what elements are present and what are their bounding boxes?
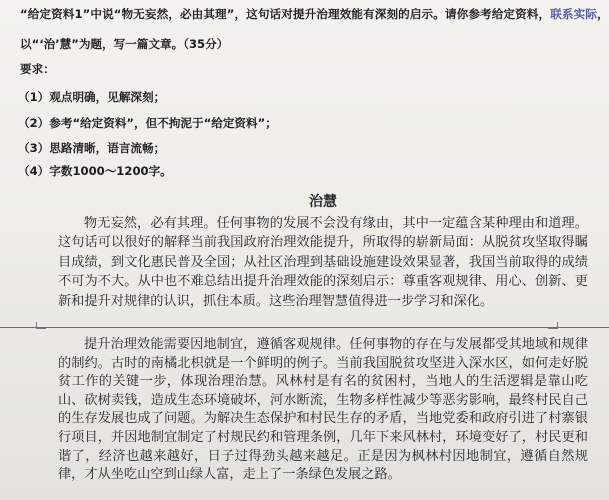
prompt-text: “给定资料1”中说“物无妄然，必由其理”，这句话对提升治理效能有深刻的启示。请你参考给定资料， [20, 7, 551, 21]
requirement-item: （3）思路清晰，语言流畅； [18, 141, 166, 155]
essay-paragraph-1: 物无妄然，必有其理。任何事物的发展不会没有缘由，其中一定蕴含某种理由和道理。这句话可以很好的解释当前我国政府治理效能提升，所取得的崭新局面：从脱贫攻坚取得瞩目成绩，到文化惠民普及全国；从社区治理到基础设施建设效果显著，我国当前取得的成绩不可为不大。从中也不难总结出提升治理效能的深刻启示：尊重客观规律、用心、创新、更新和提升对规律的认识，抓住本质。这些治理智慧值得进一步学习和深化。 [58, 216, 588, 309]
essay-title: 治慧 [309, 194, 337, 210]
requirements-label: 要求： [20, 62, 55, 76]
requirement-item: （2）参考“给定资料”，但不拘泥于“给定资料”； [18, 116, 277, 130]
prompt-line-2: 以“‘治’慧”为题，写一篇文章。（35分） [20, 37, 229, 51]
prompt-highlight: 联系实际 [550, 7, 597, 21]
page-corner-mark [548, 322, 558, 329]
requirement-item: （1）观点明确，见解深刻； [18, 90, 166, 104]
page-break-line [0, 327, 609, 328]
page-corner-mark [36, 322, 46, 329]
prompt-line-1 [20, 6, 609, 22]
essay-paragraph-2: 提升治理效能需要因地制宜，遵循客观规律。任何事物的存在与发展都受其地域和规律的制约。古时的南橘北枳就是一个鲜明的例子。当前我国脱贫攻坚进入深水区，如何走好脱贫工作的关键一步，体现治理治慧。风林村是有名的贫困村，当地人的生活逻辑是靠山吃山、砍树卖钱，造成生态环境破坏，河水断流，生物多样性减少等恶劣影响，最终村民自己的生存发展也成了问题。为解决生态保护和村民生存的矛盾，当地党委和政府引进了村寨银行项目，并因地制宜制定了村规民约和管理条例，几年下来风林村，环境变好了，村民更和谐了，经济也越来越好，日子过得劲头越来越足。正是因为枫林村因地制宜，遵循自然规律，才从坐吃山空到山绿人富，走上了一条绿色发展之路。 [58, 337, 588, 483]
requirement-item: （4）字数1000～1200字。 [18, 164, 172, 178]
prompt-punct: ， [596, 7, 609, 21]
